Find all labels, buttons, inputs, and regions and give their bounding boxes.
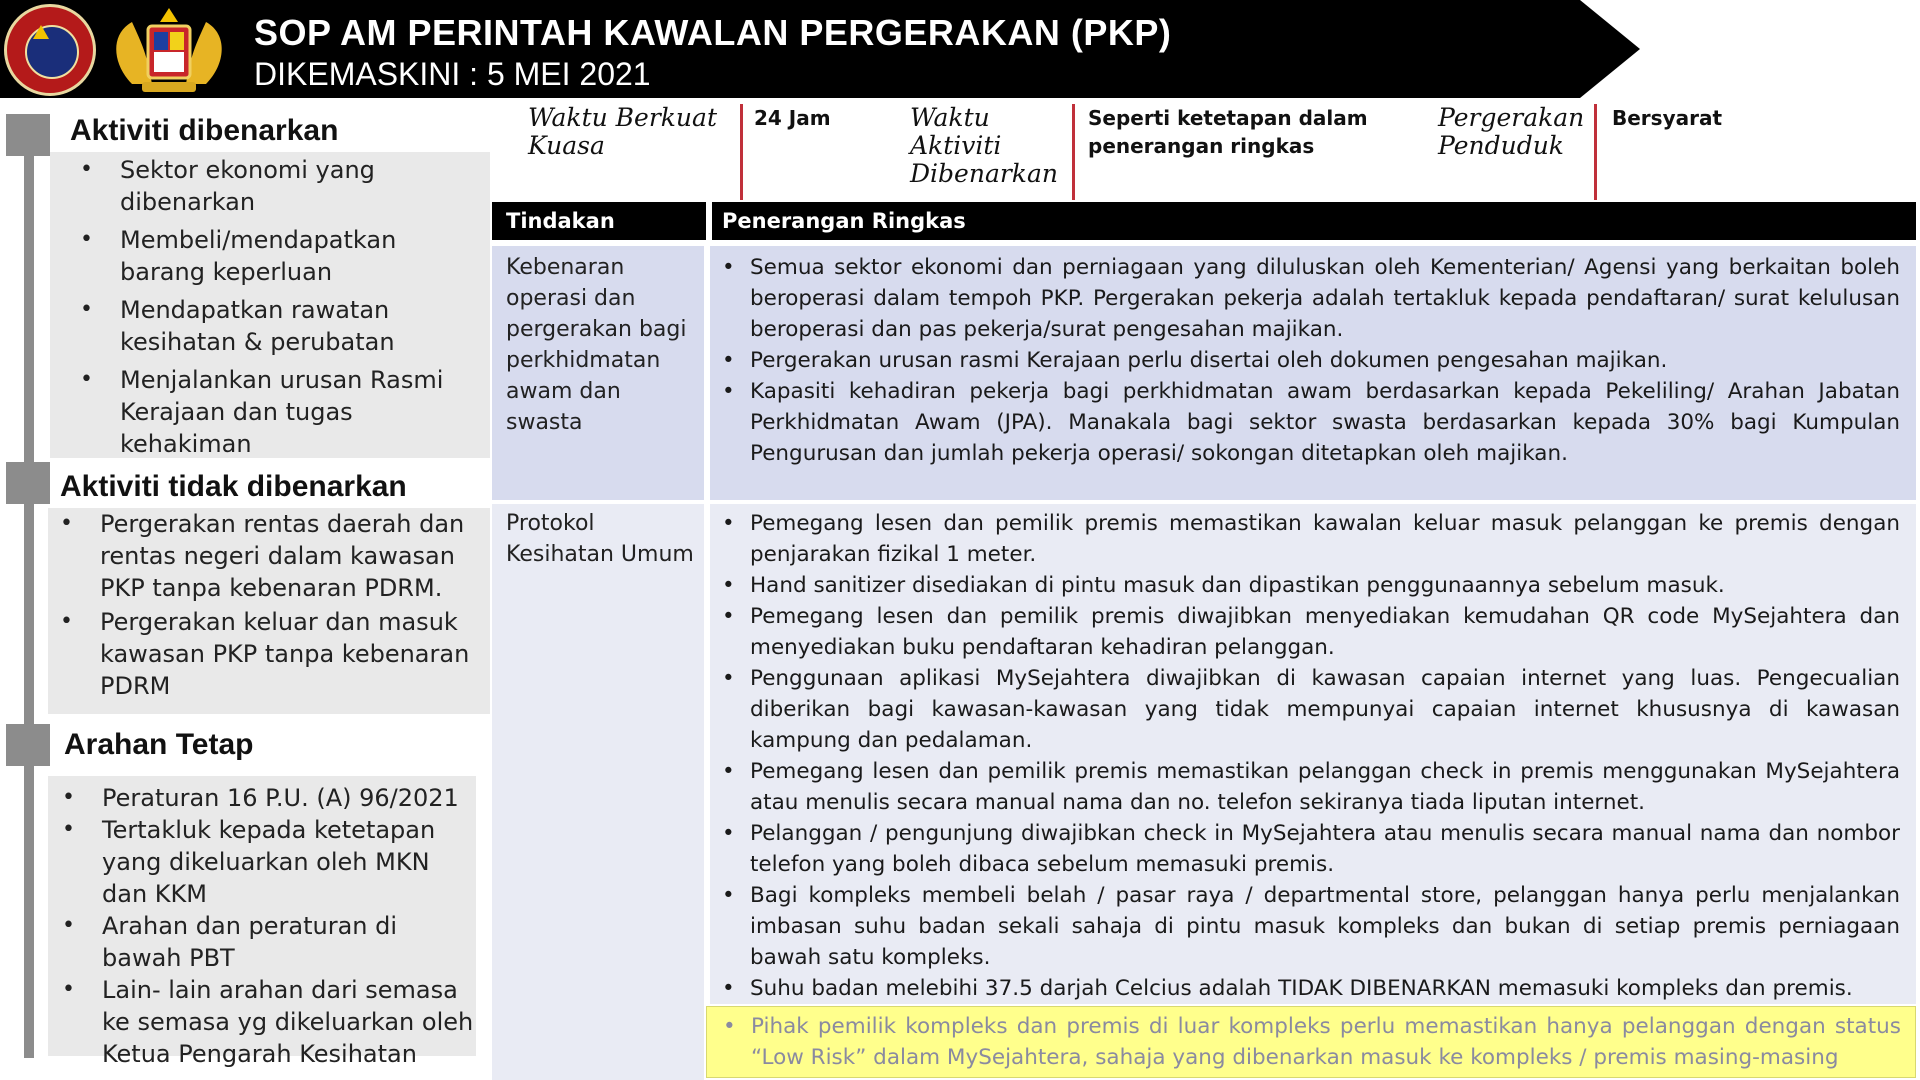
col-header-desc: Penerangan Ringkas xyxy=(722,209,966,233)
standing-item: • Tertakluk kepada ketetapan yang dikeluarkan oleh MKN dan KKM xyxy=(102,814,474,910)
desc-item: • Suhu badan melebihi 37.5 darjah Celcius adalah TIDAK DIBENARKAN memasuki kompleks dan premis. xyxy=(750,973,1900,1004)
info-separator xyxy=(1072,104,1075,200)
allowed-title: Aktiviti dibenarkan xyxy=(70,114,339,147)
header xyxy=(0,0,1920,98)
msc-seal-icon xyxy=(4,4,96,96)
table-row-desc xyxy=(710,504,1916,1004)
info-separator xyxy=(740,104,743,200)
desc-item: • Pemegang lesen dan pemilik premis diwajibkan menyediakan kemudahan QR code MySejahtera dan menyediakan buku pendaftaran kehadiran pelanggan. xyxy=(750,601,1900,663)
standing-item: • Arahan dan peraturan di bawah PBT xyxy=(102,910,474,974)
waktu-aktiviti-label: Waktu Aktiviti Dibenarkan xyxy=(910,103,1058,188)
not-allowed-title: Aktiviti tidak dibenarkan xyxy=(60,470,407,503)
action-cell: Kebenaran operasi dan pergerakan bagi perkhidmatan awam dan swasta xyxy=(506,255,687,435)
waktu-aktiviti-value: Seperti ketetapan dalam penerangan ringkas xyxy=(1088,106,1368,158)
allowed-item: • Menjalankan urusan Rasmi Kerajaan dan tugas kehakiman xyxy=(120,364,480,460)
timeline-marker xyxy=(6,724,50,766)
allowed-section xyxy=(50,152,490,458)
table-row xyxy=(492,246,704,500)
waktu-berkuat-value: 24 Jam xyxy=(754,106,831,130)
desc-item: • Penggunaan aplikasi MySejahtera diwajibkan di kawasan capaian internet yang luas. Pengecualian diberikan bagi kawasan-kawasan yang tidak mempunyai capaian internet khususnya di kawasan kampung dan pedalaman. xyxy=(750,663,1900,756)
waktu-berkuat-label: Waktu Berkuat Kuasa xyxy=(528,103,717,160)
standing-section xyxy=(48,776,476,1068)
timeline-marker xyxy=(6,462,50,504)
desc-item: • Hand sanitizer disediakan di pintu masuk dan dipastikan penggunaannya sebelum masuk. xyxy=(750,570,1900,601)
standing-item: • Peraturan 16 P.U. (A) 96/2021 xyxy=(102,782,474,814)
timeline-line xyxy=(24,118,34,1058)
pergerakan-value: Bersyarat xyxy=(1612,106,1723,130)
col-header-action: Tindakan xyxy=(506,209,615,233)
malaysia-coat-of-arms-icon xyxy=(102,4,236,96)
desc-item: • Semua sektor ekonomi dan perniagaan yang diluluskan oleh Kementerian/ Agensi yang berkaitan boleh beroperasi dalam tempoh PKP. Pergerakan pekerja adalah tertakluk kepada pendaftaran/ surat kelulusan beroperasi dan pas pekerja/surat pengesahan majikan. xyxy=(750,252,1900,345)
timeline-marker xyxy=(6,114,50,156)
desc-item: • Pergerakan urusan rasmi Kerajaan perlu disertai oleh dokumen pengesahan majikan. xyxy=(750,345,1900,376)
page-title: SOP AM PERINTAH KAWALAN PERGERAKAN (PKP) xyxy=(254,12,1172,53)
standing-item: • Lain- lain arahan dari semasa ke semasa yg dikeluarkan oleh Ketua Pengarah Kesihatan xyxy=(102,974,474,1070)
action-cell: Protokol Kesihatan Umum xyxy=(506,511,694,567)
desc-item: • Kapasiti kehadiran pekerja bagi perkhidmatan awam berdasarkan kepada Pekeliling/ Arahan Jabatan Perkhidmatan Awam (JPA). Manakala bagi sektor swasta berdasarkan kepada 30% bagi Kumpulan Pengurusan dan jumlah pekerja operasi/ sokongan ditetapkan oleh majikan. xyxy=(750,376,1900,469)
table-row xyxy=(492,504,704,1080)
page-subtitle: DIKEMASKINI : 5 MEI 2021 xyxy=(254,56,651,92)
not-allowed-section xyxy=(48,508,490,714)
desc-item: • Pelanggan / pengunjung diwajibkan check in MySejahtera atau menulis secara manual nama dan nombor telefon yang boleh dibaca sebelum memasuki premis. xyxy=(750,818,1900,880)
info-separator xyxy=(1594,104,1597,200)
table-header xyxy=(492,202,1916,240)
desc-item: • Pemegang lesen dan pemilik premis memastikan pelanggan check in premis menggunakan MySejahtera atau menulis secara manual nama dan no. telefon sekiranya tiada liputan internet. xyxy=(750,756,1900,818)
not-allowed-item: • Pergerakan keluar dan masuk kawasan PKP tanpa kebenaran PDRM xyxy=(100,606,480,702)
desc-item: • Bagi kompleks membeli belah / pasar raya / departmental store, pelanggan hanya perlu menjalankan imbasan suhu badan sekali sahaja di pintu masuk kompleks dan bukan di setiap premis perniagaan bawah satu kompleks. xyxy=(750,880,1900,973)
allowed-item: • Membeli/mendapatkan barang keperluan xyxy=(120,224,480,288)
allowed-item: • Sektor ekonomi yang dibenarkan xyxy=(120,154,480,218)
not-allowed-item: • Pergerakan rentas daerah dan rentas negeri dalam kawasan PKP tanpa kebenaran PDRM. xyxy=(100,508,480,604)
standing-title: Arahan Tetap xyxy=(64,728,254,761)
table-row-desc xyxy=(710,246,1916,500)
highlight-text: • Pihak pemilik kompleks dan premis di luar kompleks perlu memastikan hanya pelanggan dengan status “Low Risk” dalam MySejahtera, sahaja yang dibenarkan masuk ke kompleks / premis masing-masing xyxy=(751,1011,1901,1073)
highlight-note xyxy=(706,1006,1916,1078)
desc-item: • Pemegang lesen dan pemilik premis memastikan kawalan keluar masuk pelanggan ke premis dengan penjarakan fizikal 1 meter. xyxy=(750,508,1900,570)
allowed-item: • Mendapatkan rawatan kesihatan & perubatan xyxy=(120,294,480,358)
pergerakan-label: Pergerakan Penduduk xyxy=(1438,103,1585,160)
